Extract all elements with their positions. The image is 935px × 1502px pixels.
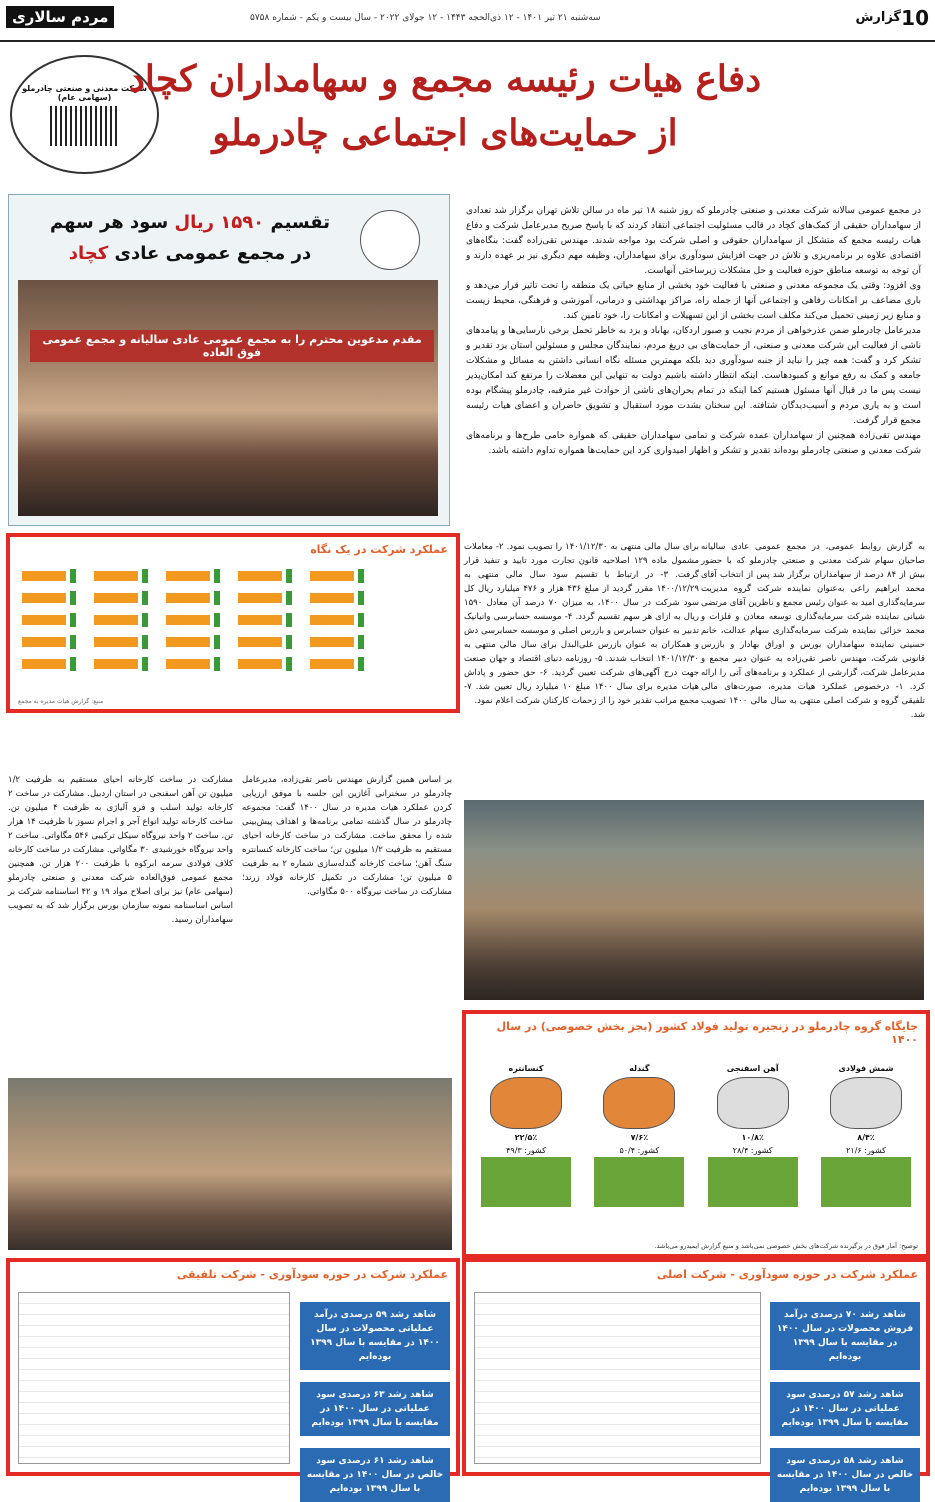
timeline-cell — [238, 615, 282, 625]
dividend-subheadline — [30, 243, 350, 264]
growth-arrow-icon — [214, 569, 220, 583]
timeline-cell — [238, 637, 282, 647]
growth-arrow-icon — [70, 657, 76, 671]
profit-consolidated-box: شاهد رشد ۵۹ درصدی درآمد عملیاتی محصولات در سال ۱۴۰۰ در مقایسه با سال ۱۳۹۹ بوده‌ایم — [300, 1302, 450, 1370]
timeline-cell — [310, 571, 354, 581]
steel-chain-infographic — [462, 1010, 930, 1258]
growth-arrow-icon — [70, 569, 76, 583]
growth-arrow-icon — [286, 613, 292, 627]
steel-chain-title: جایگاه گروه چادرملو در زنجیره تولید فولاد کشور (بجز بخش خصوصی) در سال ۱۴۰۰ — [496, 1020, 918, 1046]
product-share: ۲۲/۵٪ — [514, 1133, 538, 1142]
page-number: 10 — [901, 6, 929, 30]
timeline-cell — [22, 637, 66, 647]
product-column — [589, 1064, 689, 1214]
headline-line2: از حمایت‌های اجتماعی چادرملو — [212, 112, 678, 154]
report-column-left: برای سال مالی منتهی به ۱۴۰۱/۱۲/۳۰ را تصویب نمود. ۲- معاملات مشمول ماده ۱۲۹ اصلاحیه قانون تجارت مورد تایید و تنفیذ قرار گرفت. ۳- در ارتباط با تقسیم سود سال مالی منتهی به ۱۴۰۰/۱۲/۲۹ مقرر گردید از مبلغ ۴۳۶ هزار و ۴۷۶ میلیارد ریال کل سود شرکت در سال ۱۴۰۰، به میزان ۷۰ درصد آن معادل ۱۵۹۰ ریال به ازای هر سهم تقسیم گردد. ۴- موسسه حسابرسی وانیانیک تدبیر به عنوان حسابرس و بازرس اصلی و موسسه حسابرسی دش و همکاران به عنوان بازرس علی‌البدل برای سال مالی منتهی به ۱۴۰۱/۱۲/۳۰ انتخاب شدند. ۵- روزنامه دنیای اقتصاد و جهان صنعت جهت درج آگهی‌های شرکت تعیین گردید. ۶- حق حضور و پاداش هیات مدیره برای سال ۱۴۰۰ مبلغ ۱۰ میلیارد ریال تعیین شد. ۷- مجمع مراتب تقدیر خود را از زحمات کارکنان شرکت اعلام نمود. — [464, 542, 700, 706]
country-total: کشور: ۴۹/۳ — [506, 1146, 546, 1155]
profit-main-boxes — [770, 1302, 920, 1502]
timeline-cell — [310, 593, 354, 603]
growth-arrow-icon — [286, 591, 292, 605]
iran-map-icon — [717, 1077, 789, 1129]
growth-arrow-icon — [358, 657, 364, 671]
audience-photo — [8, 1078, 452, 1250]
dividend-head-pre: تقسیم — [270, 212, 330, 233]
iran-map-icon — [603, 1077, 675, 1129]
growth-arrow-icon — [214, 635, 220, 649]
timeline-cell — [22, 659, 66, 669]
performance-timeline — [12, 561, 450, 701]
product-stats-box — [481, 1157, 571, 1207]
box-company-logo — [360, 210, 420, 270]
timeline-cell — [166, 615, 210, 625]
logo-company-type: (سهامی عام) — [57, 92, 112, 102]
performance-note: منبع: گزارش هیات مدیره به مجمع — [18, 698, 104, 705]
headline-line1: دفاع هیات رئیسه مجمع و سهامداران کچاد — [128, 58, 762, 100]
growth-arrow-icon — [286, 569, 292, 583]
timeline-cell — [94, 615, 138, 625]
intro-article — [466, 204, 921, 459]
product-share: ۱۰/۸٪ — [741, 1133, 764, 1142]
product-stats-box — [821, 1157, 911, 1207]
performance-title: عملکرد شرکت در یک نگاه — [310, 543, 448, 556]
country-total: کشور: ۵۰/۴ — [619, 1146, 660, 1155]
product-name: آهن اسفنجی — [726, 1064, 779, 1073]
date-line: سه‌شنبه ۲۱ تیر ۱۴۰۱ - ۱۲ ذی‌الحجه ۱۴۴۳ - ۱۲ جولای ۲۰۲۲ - سال بیست و یکم - شماره ۵۷۵۸ — [250, 13, 601, 23]
profit-consolidated-infographic — [6, 1258, 460, 1494]
profit-main-title: عملکرد شرکت در حوزه سودآوری - شرکت اصلی — [656, 1268, 918, 1281]
country-total: کشور: ۲۸/۴ — [732, 1146, 773, 1155]
product-stats-box — [708, 1157, 798, 1207]
paper-name: مردم سالاری — [6, 6, 114, 28]
profit-consolidated-box: شاهد رشد ۶۳ درصدی سود عملیاتی در سال ۱۴۰۰ در مقایسه با سال ۱۳۹۹ بوده‌ایم — [300, 1382, 450, 1436]
profit-main-infographic — [462, 1258, 930, 1494]
growth-arrow-icon — [142, 635, 148, 649]
timeline-cell — [166, 571, 210, 581]
growth-arrow-icon — [142, 613, 148, 627]
intro-paragraph: مهندس تقی‌زاده همچنین از سهامداران عمده شرکت و تمامی سهامداران حقیقی که همواره حامی طرح‌ها و برنامه‌های شرکت معدنی و صنعتی چادرملو بوده‌اند تقدیر و تشکر و اظهار امیدواری کرد این حمایت‌ها همواره تداوم داشته باشد. — [466, 431, 921, 456]
profit-consolidated-box: شاهد رشد ۶۱ درصدی سود خالص در سال ۱۴۰۰ در مقایسه با سال ۱۳۹۹ بوده‌ایم — [300, 1448, 450, 1502]
growth-arrow-icon — [70, 613, 76, 627]
growth-arrow-icon — [286, 635, 292, 649]
meeting-banner: مقدم مدعوین محترم را به مجمع عمومی عادی سالیانه و مجمع عمومی فوق العاده — [30, 330, 434, 362]
growth-arrow-icon — [70, 591, 76, 605]
product-share: ۷/۶٪ — [630, 1133, 649, 1142]
profit-main-table — [474, 1292, 761, 1464]
performance-infographic — [6, 533, 460, 713]
product-share: ۸/۴٪ — [857, 1133, 875, 1142]
product-column — [703, 1064, 803, 1214]
country-total: کشور: ۲۱/۶ — [846, 1146, 886, 1155]
growth-arrow-icon — [214, 657, 220, 671]
timeline-cell — [94, 593, 138, 603]
profit-main-box: شاهد رشد ۷۰ درصدی درآمد فروش محصولات در سال ۱۴۰۰ در مقایسه با سال ۱۳۹۹ بوده‌ایم — [770, 1302, 920, 1370]
growth-arrow-icon — [70, 635, 76, 649]
product-name: گندله — [629, 1064, 650, 1073]
profit-consolidated-boxes — [300, 1302, 450, 1502]
timeline-cell — [166, 593, 210, 603]
timeline-cell — [22, 571, 66, 581]
growth-arrow-icon — [214, 591, 220, 605]
timeline-cell — [238, 659, 282, 669]
profit-main-box: شاهد رشد ۵۸ درصدی سود خالص در سال ۱۴۰۰ در مقایسه با سال ۱۳۹۹ بوده‌ایم — [770, 1448, 920, 1502]
growth-arrow-icon — [142, 569, 148, 583]
steel-chain-footnote: توضیح: آمار فوق در برگیرنده شرکت‌های بخش خصوصی نمی‌باشد و منبع گزارش ایمیدرو می‌باشد. — [654, 1242, 918, 1250]
timeline-cell — [94, 637, 138, 647]
report-column-right: به گزارش روابط عمومی، در مجمع عمومی عادی سالیانه صاحبان سهام شرکت معدنی و صنعتی چادرملو که با حضور بیش از ۸۴ درصد از سهامداران برگزار شد پس از انتخاب آقای محمد ابراهیم راعی به‌عنوان نماینده شرکت گروه مدیریت سرمایه‌گذاری امید به عنوان رئیس مجمع و ناظرین آقای مرتضی شیانی نماینده شرکت سرمایه‌گذاری توسعه معادن و فلزات و محمد خزائی نماینده شرکت سرمایه‌گذاری سهام عدالت، خانم حسینی نماینده سهامداران بورس و اوراق بهادار و بازرس قانونی شرکت، مهندس ناصر تقی‌زاده به عنوان دبیر مجمع و مدیرعامل شرکت، گزارشی از عملکرد و برنامه‌های آتی را ارائه کرد. ۱- درخصوص عملکرد هیات مدیره، صورت‌های مالی تلفیقی گروه و شرکت اصلی منتهی به سال مالی ۱۴۰۰ تصویب شد. — [701, 542, 925, 720]
profit-consolidated-table — [18, 1292, 290, 1464]
timeline-cell — [94, 571, 138, 581]
projects-column-left: مشارکت در ساخت کارخانه احیای مستقیم به ظرفیت ۱/۲ میلیون تن آهن اسفنجی در استان اردبیل. مشارکت در ساخت ۲ کارخانه تولید اسلب و فرو آلیاژی به ظرفیت ۴ میلیون تن. ساخت کارخانه تولید انواع آجر و اجرام نسوز با ظرفیت ۱۴ هزار تن. ساخت ۲ واحد نیروگاه سیکل ترکیبی ۵۴۶ مگاواتی. ساخت ۲ واحد نیروگاه خورشیدی ۳۰ مگاواتی. مشارکت در ساخت کارخانه کلاف فولادی سرمه ابرکوه با ظرفیت ۲۰۰ هزار تن. همچنین مجمع عمومی فوق‌العاده شرکت معدنی و صنعتی چادرملو (سهامی عام) نیز برای اصلاح مواد ۱۹ و ۴۲ اساسنامه شرکت بر اساس اساسنامه نمونه سازمان بورس برگزار شد که به تصویب سهامداران رسید. — [8, 775, 234, 925]
dividend-amount: ۱۵۹۰ ریال — [174, 212, 265, 233]
timeline-cell — [166, 659, 210, 669]
dividend-head-post: سود هر سهم — [50, 212, 169, 233]
timeline-cell — [310, 659, 354, 669]
meeting-photo — [18, 280, 438, 516]
timeline-cell — [238, 571, 282, 581]
timeline-cell — [94, 659, 138, 669]
intro-paragraph: در مجمع عمومی سالانه شرکت معدنی و صنعتی چادرملو که روز شنبه ۱۸ تیر ماه در سالن تلاش تهران برگزار شد تعدادی از سهامداران حقیقی از کمک‌های کچاد در قالب مسئولیت اجتماعی انتقاد کردند که با پاسخ صریح مدیرعامل شرکت و دفاع هیات رئیسه مجمع که متشکل از سهامداران حقوقی و اصلی شرکت بود مواجه شدند. مهندس تقی‌زاده گفت: بنگاه‌های اقتصادی علاوه بر برنامه‌ریزی و تلاش در جهت افزایش سودآوری برای سهامداران، وظیفه مهم دیگری نیز بر عهده دارند و آن توجه به توسعه مناطق حوزه فعالیت و حل مشکلات زیرساختی آنهاست. — [466, 206, 921, 276]
product-name: شمش فولادی — [838, 1064, 894, 1073]
growth-arrow-icon — [358, 635, 364, 649]
growth-arrow-icon — [358, 591, 364, 605]
growth-arrow-icon — [286, 657, 292, 671]
product-column — [816, 1064, 916, 1214]
projects-column-right: بر اساس همین گزارش مهندس ناصر تقی‌زاده، مدیرعامل چادرملو در سخنرانی آغازین این جلسه با موفق ارزیابی کردن عملکرد هیات مدیره در سال ۱۴۰۰ گفت: مجموعه چادرملو در سال گذشته تمامی برنامه‌ها و اهداف پیش‌بینی شده را محقق ساخت. مشارکت در ساخت کارخانه احیای مستقیم به ظرفیت ۱/۲ میلیون تن؛ ساخت کارخانه کنسانتره سنگ آهن؛ ساخت کارخانه گندله‌سازی شماره ۲ به ظرفیت ۵ میلیون تن؛ مشارکت در تکمیل کارخانه فولاد زرند؛ مشارکت در ساخت نیروگاه ۵۰۰ مگاواتی. — [242, 775, 453, 897]
growth-arrow-icon — [358, 613, 364, 627]
profit-consolidated-title: عملکرد شرکت در حوزه سودآوری - شرکت تلفیقی — [176, 1268, 448, 1281]
timeline-cell — [310, 615, 354, 625]
timeline-cell — [166, 637, 210, 647]
product-stats-box — [594, 1157, 684, 1207]
iran-map-icon — [490, 1077, 562, 1129]
growth-arrow-icon — [142, 657, 148, 671]
growth-arrow-icon — [358, 569, 364, 583]
growth-arrow-icon — [142, 591, 148, 605]
timeline-cell — [310, 637, 354, 647]
section-label: گزارش — [855, 10, 901, 25]
iran-map-icon — [830, 1077, 902, 1129]
logo-company-name: شرکت معدنی و صنعتی چادرملو — [22, 83, 147, 93]
dividend-head2-pre: در مجمع عمومی عادی — [114, 243, 312, 264]
product-column — [476, 1064, 576, 1214]
logo-emblem-icon — [50, 106, 120, 146]
intro-paragraph: وی افزود: وقتی یک مجموعه معدنی و صنعتی با فعالیت خود بخشی از منابع حیاتی یک منطقه را تحت تاثیر قرار می‌دهد و باری مضاعف بر امکانات رفاهی و اجتماعی آنها از جمله راه، مراکز بهداشتی و درمانی، آموزشی و فرهنگی، محیط زیست و منابع زیر زمینی تحمیل می‌کند مکلف است بخشی از این تسهیلات و امکانات را، خود تامین کند. — [466, 281, 921, 321]
profit-main-box: شاهد رشد ۵۷ درصدی سود عملیاتی در سال ۱۴۰۰ در مقایسه با سال ۱۳۹۹ بوده‌ایم — [770, 1382, 920, 1436]
assembly-hall-photo — [464, 800, 924, 1000]
dividend-brand: کچاد — [68, 243, 109, 264]
product-name: کنسانتره — [508, 1064, 544, 1073]
growth-arrow-icon — [214, 613, 220, 627]
timeline-cell — [22, 593, 66, 603]
timeline-cell — [238, 593, 282, 603]
timeline-cell — [22, 615, 66, 625]
dividend-headline — [30, 212, 350, 233]
intro-paragraph: مدیرعامل چادرملو ضمن عذرخواهی از مردم نجیب و صبور اردکان، بهاباد و یزد به خاطر تحمل برخی نارسایی‌ها و پیامدهای ناشی از فعالیت این شرکت معدنی و صنعتی، از حمایت‌های بی دریغ مردم، نمایندگان مجلس و مسئولین استان یزد تقدیر و تشکر کرد و گفت: همه چیز را نباید از جنبه سودآوری دید بلکه مهمترین مسئله نگاه انسانی داشتن به مسائل و مشکلات جامعه و کمک به رفع موانع و کمبودهاست. اینکه انتظار داشته باشیم دولت به تنهایی این معضلات را مرتفع کند امکان‌پذیر نیست پس ما در قبال آنها مسئول هستیم کما اینکه در تمام بحران‌های ناشی از حوادث غیر مترقبه، چادرملو پیشگام بوده است و به یاری مردم و آسیب‌دیدگان شتافته. این سخنان بشدت مورد استقبال و تشویق حاضران و اعضای هیات رئیسه مجمع قرار گرفت. — [466, 326, 921, 426]
